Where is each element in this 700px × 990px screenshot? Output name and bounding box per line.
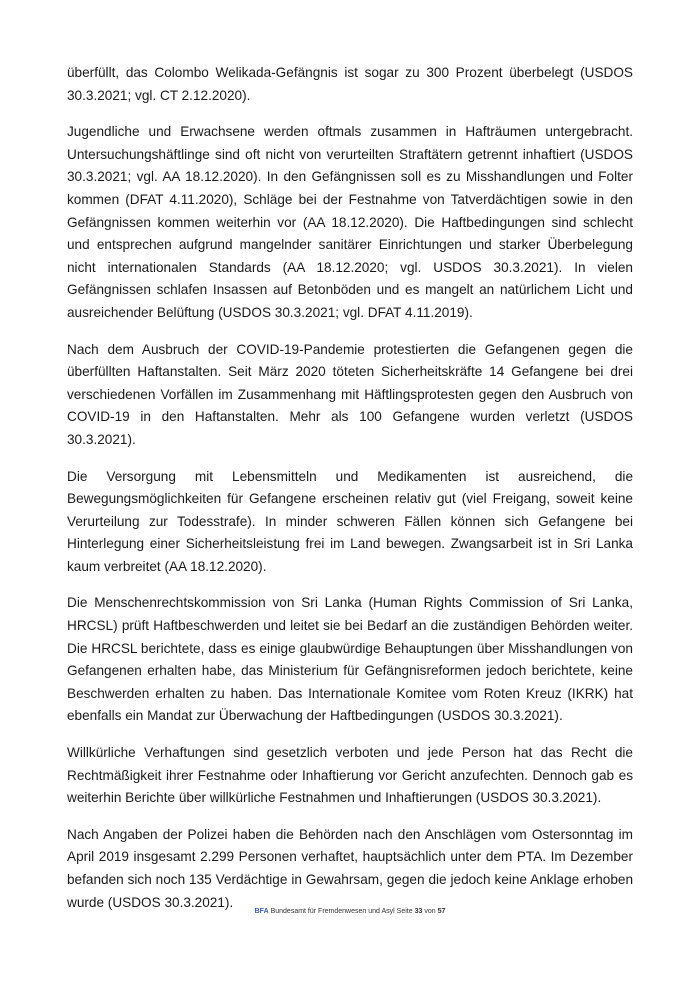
footer-page-total: 57 bbox=[437, 908, 446, 915]
paragraph-human-rights-commission: Die Menschenrechtskommission von Sri Lanka (Human Rights Commission of Sri Lanka, HRCSL) prüft Haftbeschwerden und leitet sie bei Bedarf an die zuständigen Behörden weiter. Die HRCSL berichtete, dass es einige glaubwürdige Behauptungen über Misshandlungen von Gefangenen erhalten habe, das Ministerium für Gefängnisreformen jedoch berichtete, keine Beschwerden erhalten zu haben. Das Internationale Komitee vom Roten Kreuz (IKRK) hat ebenfalls ein Mandat zur Überwachung der Haftbedingungen (USDOS 30.3.2021). bbox=[67, 595, 633, 724]
paragraph-food-and-medicine: Die Versorgung mit Lebensmitteln und Medikamenten ist ausreichend, die Bewegungsmöglichkeiten für Gefangene erscheinen relativ gut (viel Freigang, soweit keine Verurteilung zur Todesstrafe). In minder schweren Fällen können sich Gefangene bei Hinterlegung einer Sicherheitsleistung frei im Land bewegen. Zwangsarbeit ist in Sri Lanka kaum verbreitet (AA 18.12.2020). bbox=[67, 468, 633, 574]
paragraph-prison-overcrowding: überfüllt, das Colombo Welikada-Gefängnis ist sogar zu 300 Prozent überbelegt (USDOS 30.3.2021; vgl. CT 2.12.2020). bbox=[67, 65, 633, 103]
document-body bbox=[67, 62, 633, 928]
paragraph-easter-attacks: Nach Angaben der Polizei haben die Behörden nach den Anschlägen vom Ostersonntag im April 2019 insgesamt 2.299 Personen verhaftet, hauptsächlich unter dem PTA. Im Dezember befanden sich noch 135 Verdächtige in Gewahrsam, gegen die jedoch keine Anklage erhoben wurde (USDOS 30.3.2021). bbox=[67, 826, 633, 910]
paragraph-detention-conditions: Jugendliche und Erwachsene werden oftmals zusammen in Hafträumen untergebracht. Untersuchungshäftlinge sind oft nicht von verurteilten Straftätern getrennt inhaftiert (USDOS 30.3.2021; vgl. AA 18.12.2020). In den Gefängnissen soll es zu Misshandlungen und Folter kommen (DFAT 4.11.2020), Schläge bei der Festnahme von Tatverdächtigen sowie in den Gefängnissen kommen weiterhin vor (AA 18.12.2020). Die Haftbedingungen sind schlecht und entsprechen aufgrund mangelnder sanitärer Einrichtungen und starker Überbelegung nicht internationalen Standards (AA 18.12.2020; vgl. USDOS 30.3.2021). In vielen Gefängnissen schlafen Insassen auf Betonböden und es mangelt an natürlichem Licht und ausreichender Belüftung (USDOS 30.3.2021; vgl. DFAT 4.11.2019). bbox=[67, 124, 633, 320]
footer-page-current: 33 bbox=[414, 908, 423, 915]
paragraph-arbitrary-arrests: Willkürliche Verhaftungen sind gesetzlich verboten und jede Person hat das Recht die Rechtmäßigkeit ihrer Festnahme oder Inhaftierung vor Gericht anzufechten. Dennoch gab es weiterhin Berichte über willkürliche Festnahmen und Inhaftierungen (USDOS 30.3.2021). bbox=[67, 745, 633, 806]
page-footer bbox=[0, 907, 700, 917]
footer-page-label: Seite bbox=[396, 908, 413, 915]
footer-of-label: von bbox=[424, 908, 436, 915]
footer-organization: Bundesamt für Fremdenwesen und Asyl bbox=[270, 908, 395, 915]
bfa-logo-text: BFA bbox=[254, 908, 269, 915]
paragraph-covid-protests: Nach dem Ausbruch der COVID-19-Pandemie protestierten die Gefangenen gegen die überfüllten Haftanstalten. Seit März 2020 töteten Sicherheitskräfte 14 Gefangene bei drei verschiedenen Vorfällen im Zusammenhang mit Häftlingsprotesten gegen den Ausbruch von COVID-19 in den Haftanstalten. Mehr als 100 Gefangene wurden verletzt (USDOS 30.3.2021). bbox=[67, 341, 633, 447]
